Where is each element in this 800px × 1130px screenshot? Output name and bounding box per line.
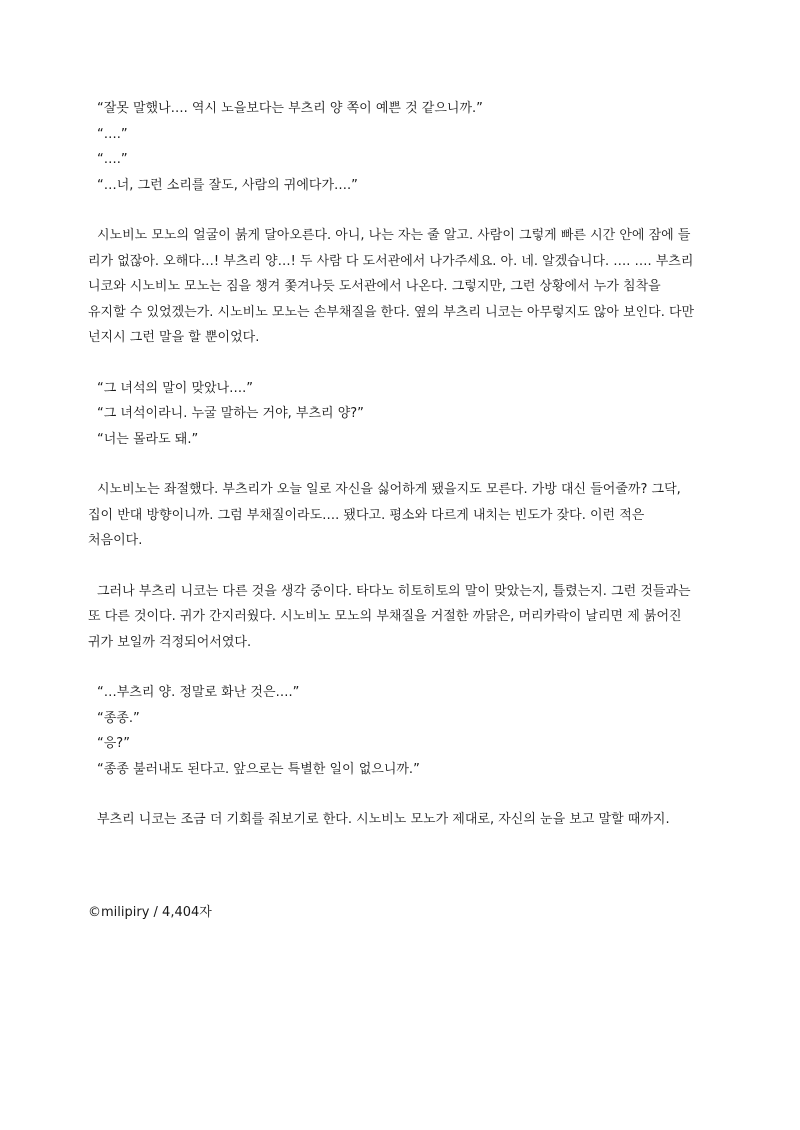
narration-line: 집이 반대 방향이니까. 그럼 부채질이라도…. 됐다고. 평소와 다르게 내치는 빈도가 잦다. 이런 적은 [88,507,645,523]
story-body [88,96,714,833]
dialogue-line: “종종.” [97,710,140,726]
narration-line: 부츠리 니코는 조금 더 기회를 줘보기로 한다. 시노비노 모노가 제대로, 자신의 눈을 보고 말할 때까지. [97,812,670,827]
narration-paragraph [88,807,714,833]
narration-line: 니코와 시노비노 모노는 짐을 챙겨 쫓겨나듯 도서관에서 나온다. 그렇지만, 그런 상황에서 누가 침착을 [88,279,661,294]
dialogue-block [88,376,714,453]
narration-line: 리가 없잖아. 오해다…! 부츠리 양…! 두 사람 다 도서관에서 나가주세요. 아. 네. 알겠습니다. …. …. 부츠리 [88,253,694,269]
dialogue-line: “그 녀석의 말이 맞았나….” [97,380,254,396]
narration-paragraph [88,579,714,656]
dialogue-line: “잘못 말했나…. 역시 노을보다는 부츠리 양 쪽이 예쁜 것 같으니까.” [97,101,483,116]
narration-line: 시노비노는 좌절했다. 부츠리가 오늘 일로 자신을 싫어하게 됐을지도 모른다. 가방 대신 들어줄까? 그닥, [97,482,681,497]
narration-line: 유지할 수 있었겠는가. 시노비노 모노는 손부채질을 한다. 옆의 부츠리 니코는 아무렇지도 않아 보인다. 다만 [88,304,695,320]
dialogue-line: “너는 몰라도 돼.” [97,431,199,447]
dialogue-block [88,680,714,782]
narration-line: 또 다른 것이다. 귀가 간지러웠다. 시노비노 모노의 부채질을 거절한 까닭은, 머리카락이 날리면 제 붉어진 [88,609,682,624]
dialogue-line: “그 녀석이라니. 누굴 말하는 거야, 부츠리 양?” [97,406,364,421]
dialogue-line: “….” [97,126,128,142]
narration-line: 넌지시 그런 말을 할 뿐이었다. [88,330,260,345]
dialogue-line: “….” [97,152,128,167]
dialogue-line: “…부츠리 양. 정말로 화난 것은….” [97,685,300,700]
narration-paragraph [88,477,714,554]
author-credit: ©milipiry / 4,404자 [88,905,212,920]
narration-line: 처음이다. [88,533,143,548]
narration-line: 시노비노 모노의 얼굴이 붉게 달아오른다. 아니, 나는 자는 줄 알고. 사람이 그렇게 빠른 시간 안에 잠에 들 [97,228,691,243]
dialogue-line: “응?” [97,736,130,751]
narration-paragraph [88,223,714,351]
narration-line: 귀가 보일까 걱정되어서였다. [88,634,252,650]
dialogue-block [88,96,714,198]
narration-line: 그러나 부츠리 니코는 다른 것을 생각 중이다. 타다노 히토히토의 말이 맞았는지, 틀렸는지. 그런 것들과는 [97,583,691,599]
dialogue-line: “…너, 그런 소리를 잘도, 사람의 귀에다가….” [97,177,358,193]
dialogue-line: “종종 불러내도 된다고. 앞으로는 특별한 일이 없으니까.” [97,761,420,777]
